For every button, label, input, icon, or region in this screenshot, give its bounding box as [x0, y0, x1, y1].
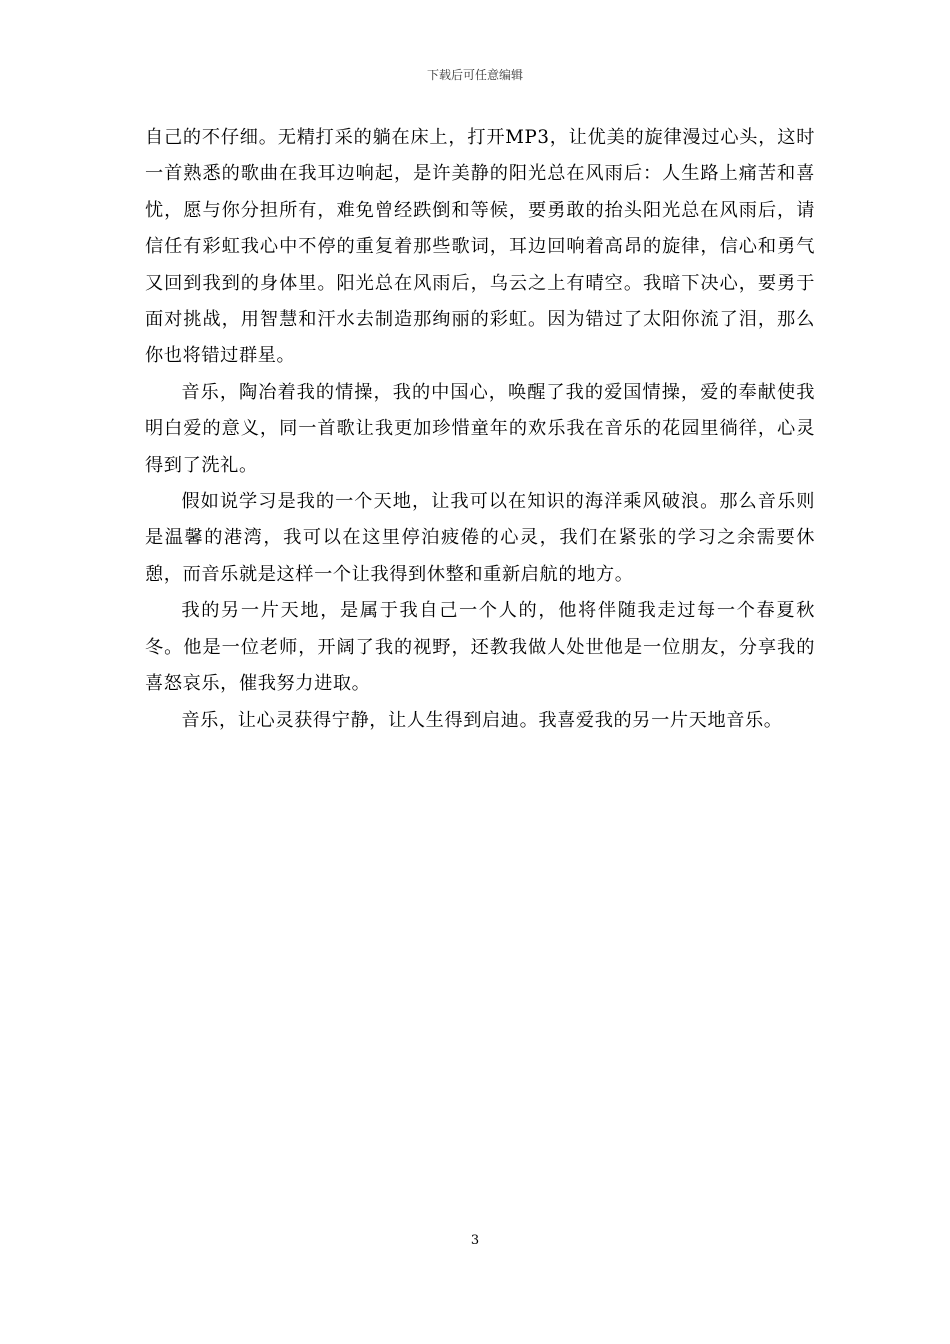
page-header: 下载后可任意编辑: [426, 68, 523, 82]
paragraph-continuation: 自己的不仔细。无精打采的躺在床上，打开MP3，让优美的旋律漫过心头，这时一首熟悉的歌曲在我耳边响起，是许美静的阳光总在风雨后：人生路上痛苦和喜忧，愿与你分担所有，难免曾经跌倒和等候，要勇敢的抬头阳光总在风雨后，请信任有彩虹我心中不停的重复着那些歌词，耳边回响着高昂的旋律，信心和勇气又回到我到的身体里。阳光总在风雨后，乌云之上有晴空。我暗下决心，要勇于面对挑战，用智慧和汗水去制造那绚丽的彩虹。因为错过了太阳你流了泪，那么你也将错过群星。: [145, 127, 815, 367]
paragraph: 我的另一片天地，是属于我自己一个人的，他将伴随我走过每一个春夏秋冬。他是一位老师，开阔了我的视野，还教我做人处世他是一位朋友，分享我的喜怒哀乐，催我努力进取。: [145, 600, 815, 695]
page-number: 3: [470, 1233, 480, 1248]
paragraph: 音乐，让心灵获得宁静，让人生得到启迪。我喜爱我的另一片天地音乐。: [181, 709, 783, 731]
document-body: [145, 120, 815, 739]
paragraph: 假如说学习是我的一个天地，让我可以在知识的海洋乘风破浪。那么音乐则是温馨的港湾，我可以在这里停泊疲倦的心灵，我们在紧张的学习之余需要休憩，而音乐就是这样一个让我得到休整和重新启航的地方。: [145, 491, 815, 585]
paragraph: 音乐，陶冶着我的情操，我的中国心，唤醒了我的爱国情操，爱的奉献使我明白爱的意义，同一首歌让我更加珍惜童年的欢乐我在音乐的花园里徜徉，心灵得到了洗礼。: [145, 381, 815, 476]
